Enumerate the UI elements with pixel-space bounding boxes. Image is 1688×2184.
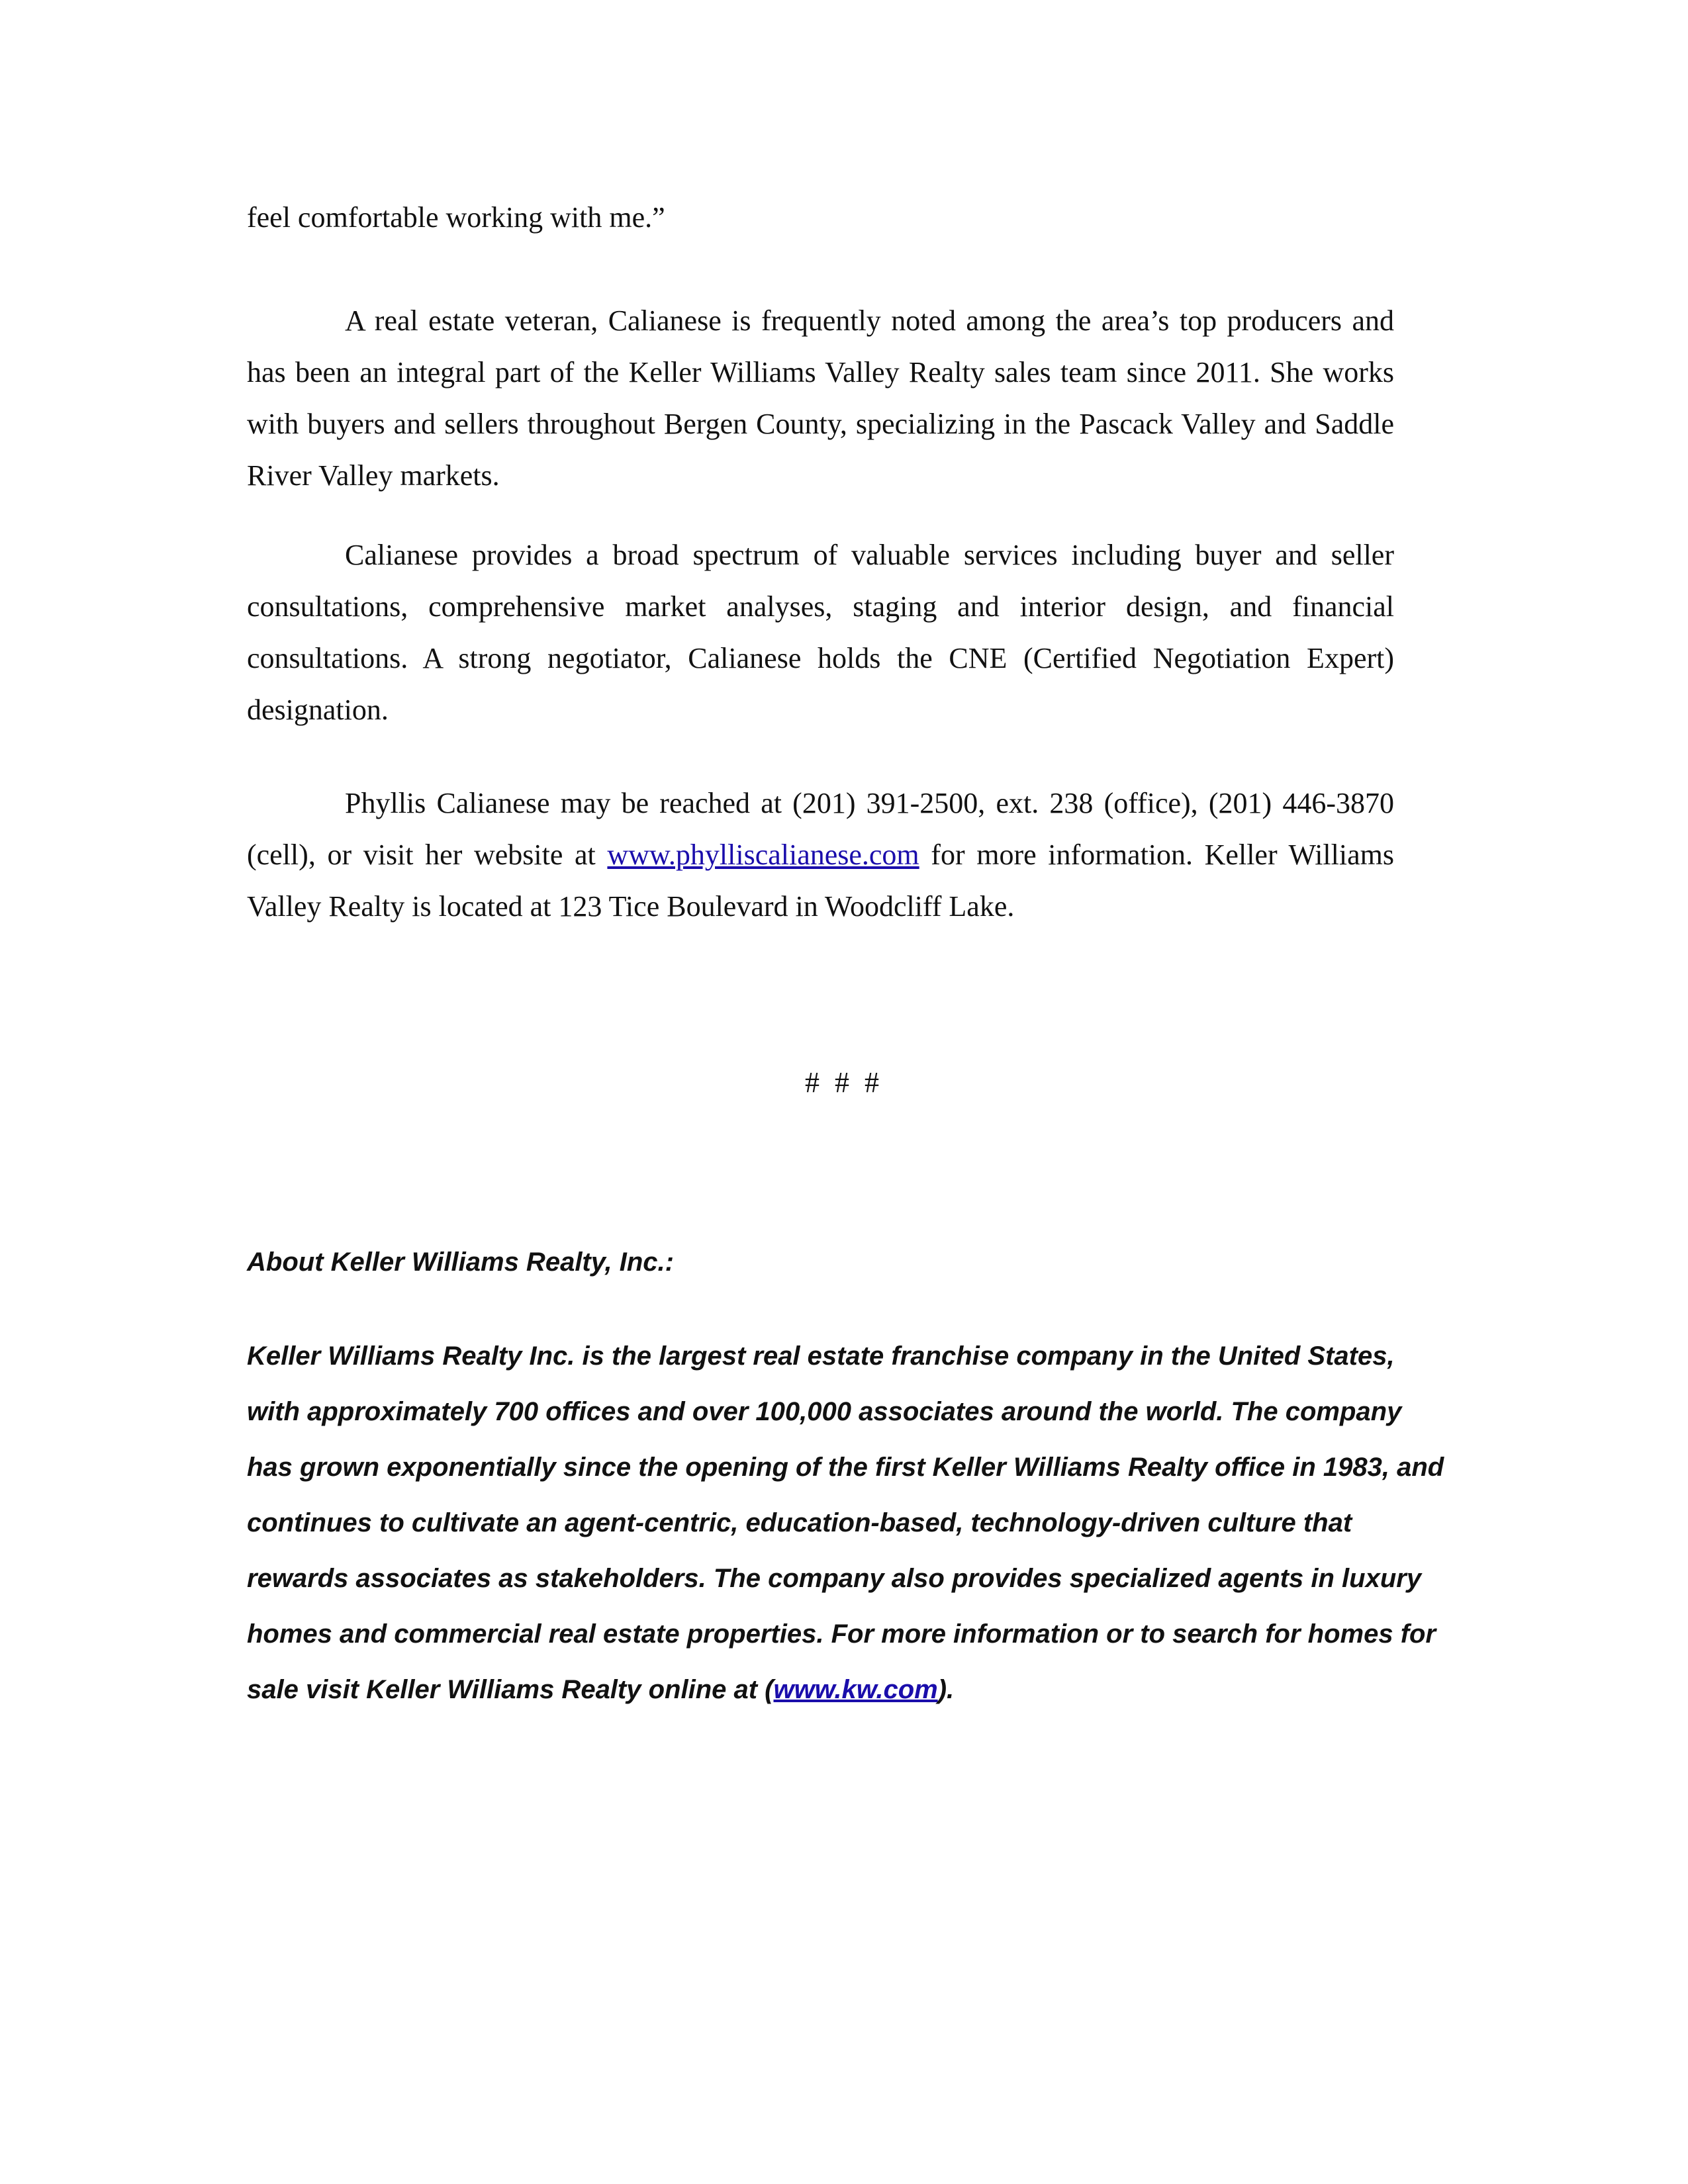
paragraph-services — [247, 529, 1394, 736]
paragraph-continuation — [247, 192, 1394, 244]
end-marker: # # # — [805, 1066, 883, 1099]
about-text-after: ). — [937, 1675, 955, 1704]
paragraph-veteran — [247, 295, 1394, 502]
contact-paragraph — [247, 778, 1394, 933]
about-body — [247, 1328, 1445, 1717]
veteran-text: A real estate veteran, Calianese is frequently noted among the area’s top producers and has been an integral part of the Keller Williams Valley Realty sales team since 2011. She works with buyers and sellers throughout Bergen County, specializing in the Pascack Valley and Saddle River Valley markets. — [247, 304, 1394, 492]
about-heading: About Keller Williams Realty, Inc.: — [247, 1248, 674, 1277]
contact-text-after: for more information. Keller Williams Valley Realty is located at 123 Tice Boulevard in Woodcliff Lake. — [247, 839, 1394, 923]
services-text: Calianese provides a broad spectrum of valuable services including buyer and seller consultations, comprehensive market analyses, staging and interior design, and financial consultations. A strong negotiator, Calianese holds the CNE (Certified Negotiation Expert) designation. — [247, 539, 1394, 726]
paragraph-contact — [247, 778, 1394, 933]
about-body-block — [247, 1328, 1445, 1717]
about-section — [247, 1248, 1445, 1277]
kw-website-link[interactable]: www.kw.com — [773, 1675, 938, 1704]
website-link[interactable]: www.phylliscalianese.com — [607, 839, 919, 871]
contact-text-before: Phyllis Calianese may be reached at (201) 391-2500, ext. 238 (office), (201) 446-3870 (cell), or visit her website at — [247, 787, 1394, 871]
about-text-before: Keller Williams Realty Inc. is the largest real estate franchise company in the United States, with approximately 700 offices and over 100,000 associates around the world. The company has grown exponentially since the opening of the first Keller Williams Realty office in 1983, and continues to cultivate an agent-centric, education-based, technology-driven culture that rewards associates as stakeholders. The company also provides specialized agents in luxury homes and commercial real estate properties. For more information or to search for homes for sale visit Keller Williams Realty online at ( — [247, 1342, 1444, 1704]
continuation-text: feel comfortable working with me.” — [247, 201, 665, 234]
